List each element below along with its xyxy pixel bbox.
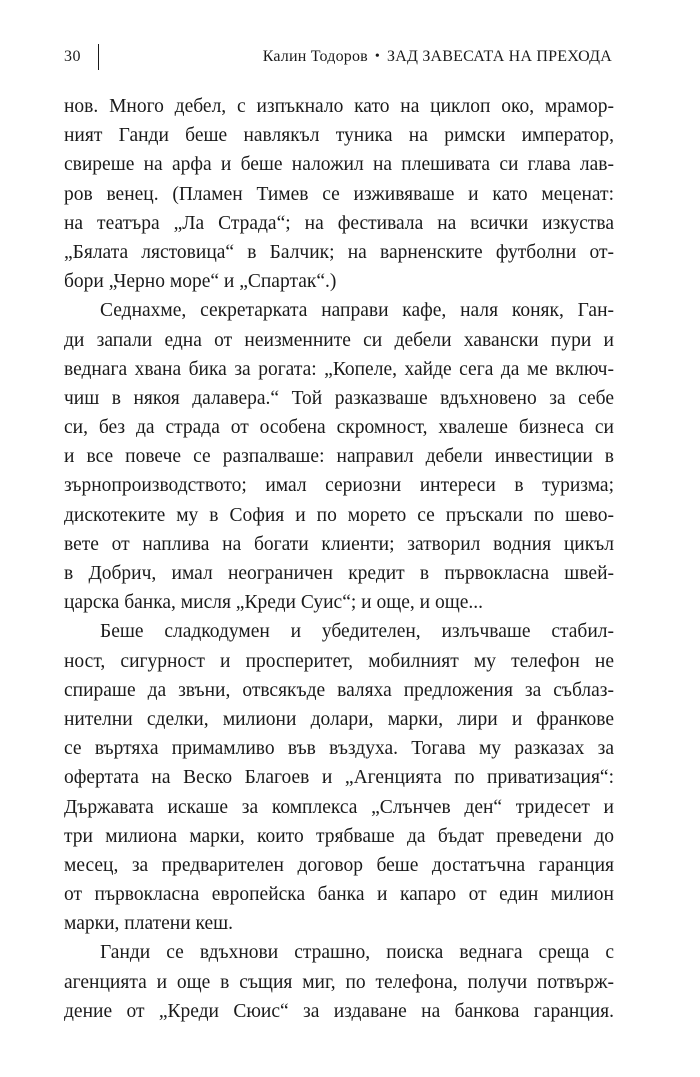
running-title — [263, 48, 612, 66]
text-line: ност, сигурност и просперитет, мобилният му телефон не — [64, 650, 614, 672]
page-number-rule — [98, 44, 99, 70]
paragraph-first-line: Седнахме, секретарката направи кафе, наля коняк, Ган- — [100, 300, 614, 322]
text-line: месец, за предварителен договор беше достатъчна гаранция — [64, 854, 614, 876]
text-line: от първокласна европейска банка и капаро от един милион — [64, 884, 614, 906]
text-line: ров венец. (Пламен Тимев се изживяваше и като меценат: — [64, 183, 614, 205]
text-line: веднага хвана бика за рогата: „Копеле, хайде сега да ме включ- — [64, 358, 614, 380]
page-number: 30 — [64, 48, 81, 65]
text-line: спираше да звъни, отвсякъде валяха предложения за съблаз- — [64, 679, 614, 701]
text-line: нов. Много дебел, с изпъкнало като на циклоп око, мрамор- — [64, 96, 614, 117]
text-line: ди запали една от неизменните си дебели хавански пури и — [64, 329, 614, 351]
text-line: дискотеките му в София и по морето се пръскали по шево- — [64, 504, 614, 526]
text-line: чиш в някоя далавера.“ Той разказваше вдъхновено за себе — [64, 387, 614, 409]
text-line: се въртяха примамливо във въздуха. Тогава му разказах за — [64, 738, 614, 760]
body-text — [64, 92, 614, 1026]
paragraph-first-line: Беше сладкодумен и убедителен, излъчваше стабил- — [100, 621, 614, 643]
text-line: и все повече се разпалваше: направил дебели инвестиции в — [64, 446, 614, 468]
author-name: Калин Тодоров — [262, 48, 368, 65]
text-line: си, без да страда от особена скромност, хвалеше бизнеса си — [64, 417, 614, 439]
paragraph-first-line: Ганди се вдъхнови страшно, поиска веднага среща с — [100, 942, 614, 964]
text-line: бори „Черно море“ и „Спартак“.) — [64, 271, 337, 293]
text-line: „Бялата лястовица“ в Балчик; на варненските футболни от- — [64, 241, 614, 263]
text-line: дение от „Креди Сюис“ за издаване на банкова гаранция. — [64, 1000, 614, 1022]
text-line: в Добрич, имал неограничен кредит в първокласна швей- — [64, 563, 614, 584]
book-title: ЗАД ЗАВЕСАТА НА ПРЕХОДА — [387, 48, 612, 65]
text-line: вете от наплива на богати клиенти; затворил водния цикъл — [64, 533, 614, 555]
text-line: на театъра „Ла Страда“; на фестивала на всички изкуства — [64, 212, 614, 234]
text-line: Държавата искаше за комплекса „Слънчев ден“ тридесет и — [64, 796, 614, 818]
text-line: офертата на Веско Благоев и „Агенцията по приватизация“: — [64, 767, 614, 789]
text-line: зърнопроизводството; имал сериозни интереси в туризма; — [64, 475, 614, 497]
running-head — [64, 44, 612, 72]
text-line: ният Ганди беше навлякъл туника на римски император, — [64, 125, 614, 147]
text-line: царска банка, мисля „Креди Суис“; и още, и още... — [64, 592, 483, 614]
text-line: нителни сделки, милиони долари, марки, лири и франкове — [64, 708, 614, 730]
text-line: марки, платени кеш. — [64, 913, 234, 935]
text-line: свиреше на арфа и беше наложил на плешивата си глава лав- — [64, 154, 614, 176]
text-line: агенцията и още в същия миг, по телефона, получи потвърж- — [64, 971, 614, 993]
text-line: три милиона марки, които трябваше да бъдат преведени до — [64, 825, 614, 847]
bullet-separator: • — [374, 49, 381, 64]
